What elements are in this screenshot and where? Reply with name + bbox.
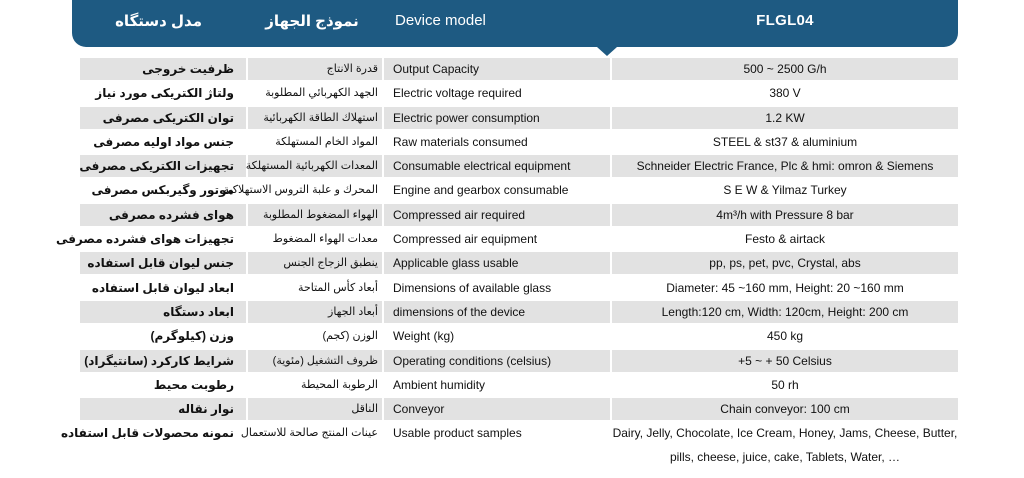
row-value: 450 kg [612, 325, 958, 347]
row-ar-label: ينطبق الزجاج الجنس [283, 257, 378, 270]
row-ar-label: استهلاك الطاقة الكهربائية [263, 111, 378, 124]
row-value: Chain conveyor: 100 cm [612, 398, 958, 420]
row-ar-label: معدات الهواء المضغوط [272, 233, 378, 246]
row-value: STEEL & st37 & aluminium [612, 131, 958, 153]
row-fa-label: جنس مواد اولیه مصرفی [93, 134, 234, 149]
row-en-label: Operating conditions (celsius) [393, 353, 552, 368]
row-value: S E W & Yilmaz Turkey [612, 179, 958, 201]
row-ar-label: الجهد الكهربائي المطلوبة [265, 87, 378, 100]
row-fa-label: جنس لیوان قابل استفاده [87, 256, 234, 271]
table-row [72, 325, 958, 349]
row-fa-label: ظرفیت خروجی [142, 62, 234, 76]
row-value: 4m³/h with Pressure 8 bar [612, 204, 958, 226]
row-en-label: Engine and gearbox consumable [393, 183, 569, 198]
row-en-label: Compressed air required [393, 207, 526, 222]
header-fa-label: مدل دستگاه [115, 13, 202, 30]
table-row [72, 398, 958, 422]
row-ar-label: أبعاد الجهاز [328, 305, 378, 318]
table-row-last [60, 422, 958, 474]
header-ar-label: نموذج الجهاز [265, 13, 359, 30]
table-row [72, 374, 958, 398]
table-row [72, 204, 958, 228]
row-fa-label: موتور وگیربکس مصرفی [91, 183, 234, 198]
row-en-label: Electric voltage required [393, 86, 522, 101]
table-row [55, 228, 958, 252]
row-en-label: Dimensions of available glass [393, 280, 552, 295]
row-ar-label: الهواء المضغوط المطلوبة [262, 208, 378, 221]
row-fa-label: ابعاد دستگاه [163, 304, 234, 319]
row-fa-label: نمونه محصولات قابل استفاده [60, 426, 234, 441]
row-fa-label: توان الکتریکی مصرفی [102, 110, 234, 125]
row-en-label: Compressed air equipment [393, 232, 538, 247]
row-en-label: Applicable glass usable [393, 256, 519, 271]
row-fa-label: وزن (کیلوگرم) [150, 329, 234, 344]
table-row [72, 277, 958, 301]
row-ar-label: أبعاد كأس المتاحة [298, 281, 378, 294]
row-ar-label: عينات المنتج صالحة للاستعمال [240, 427, 378, 440]
row-en-label: Output Capacity [393, 62, 480, 76]
row-en-label: Conveyor [393, 402, 445, 417]
row-fa-label: هوای فشرده مصرفی [108, 207, 234, 222]
row-en-label: Weight (kg) [393, 329, 455, 344]
table-row [72, 82, 958, 106]
spec-table [55, 58, 958, 474]
row-fa-label: شرایط کارکرد (سانتیگراد) [84, 353, 234, 368]
row-ar-label: الوزن (كجم) [322, 330, 378, 343]
table-row [72, 58, 958, 82]
header-model-name: FLGL04 [756, 12, 814, 29]
row-en-label: Raw materials consumed [393, 134, 528, 149]
row-fa-label: ابعاد لیوان قابل استفاده [91, 280, 234, 295]
header-en-label: Device model [395, 12, 486, 29]
row-value: pp, ps, pet, pvc, Crystal, abs [612, 252, 958, 274]
table-row [72, 155, 958, 179]
table-row [72, 179, 958, 203]
table-row [72, 107, 958, 131]
row-en-label: Ambient humidity [393, 377, 486, 392]
row-fa-label: تجهیزات الکتریکی مصرفی [79, 159, 234, 174]
row-value-line1: Dairy, Jelly, Chocolate, Ice Cream, Honey, Jams, Cheese, Butter, [612, 422, 958, 444]
row-value: Diameter: 45 ~160 mm, Height: 20 ~160 mm [612, 277, 958, 299]
table-row [72, 131, 958, 155]
row-en-label: Usable product samples [393, 426, 522, 441]
table-row [72, 301, 958, 325]
row-value: Length:120 cm, Width: 120cm, Height: 200 cm [612, 301, 958, 323]
row-en-label: dimensions of the device [393, 304, 526, 319]
row-fa-label: ولتاژ الکتریکی مورد نیاز [95, 86, 234, 101]
row-ar-label: ظروف التشغيل (مئوية) [272, 354, 378, 367]
row-value-line2: pills, cheese, juice, cake, Tablets, Water, … [669, 450, 901, 465]
row-ar-label: قدرة الانتاج [326, 63, 378, 75]
row-value: Schneider Electric France, Plc & hmi: omron & Siemens [612, 155, 958, 177]
row-fa-label: تجهیزات هوای فشرده مصرفی [55, 232, 234, 247]
row-value: 500 ~ 2500 G/h [612, 58, 958, 80]
row-ar-label: المواد الخام المستهلكة [275, 135, 378, 148]
row-ar-label: الرطوبة المحيطة [300, 378, 378, 391]
row-ar-label: الناقل [351, 403, 378, 416]
row-value: +5 ~ + 50 Celsius [612, 350, 958, 372]
row-fa-label: رطوبت محیط [153, 377, 234, 392]
row-fa-label: نوار نقاله [178, 402, 234, 417]
row-value: 380 V [612, 82, 958, 104]
row-value: Festo & airtack [612, 228, 958, 250]
row-en-label: Electric power consumption [393, 110, 540, 125]
row-value: 1.2 KW [612, 107, 958, 129]
row-value: 50 rh [612, 374, 958, 396]
row-en-label: Consumable electrical equipment [393, 159, 571, 174]
row-ar-label: المعدات الكهربائية المستهلكة [245, 160, 378, 173]
row-ar-label: المحرك و علبة التروس الاستهلاكية [223, 184, 378, 197]
table-row [72, 350, 958, 374]
table-header [72, 0, 958, 47]
header-notch [597, 47, 617, 56]
table-row [72, 252, 958, 276]
